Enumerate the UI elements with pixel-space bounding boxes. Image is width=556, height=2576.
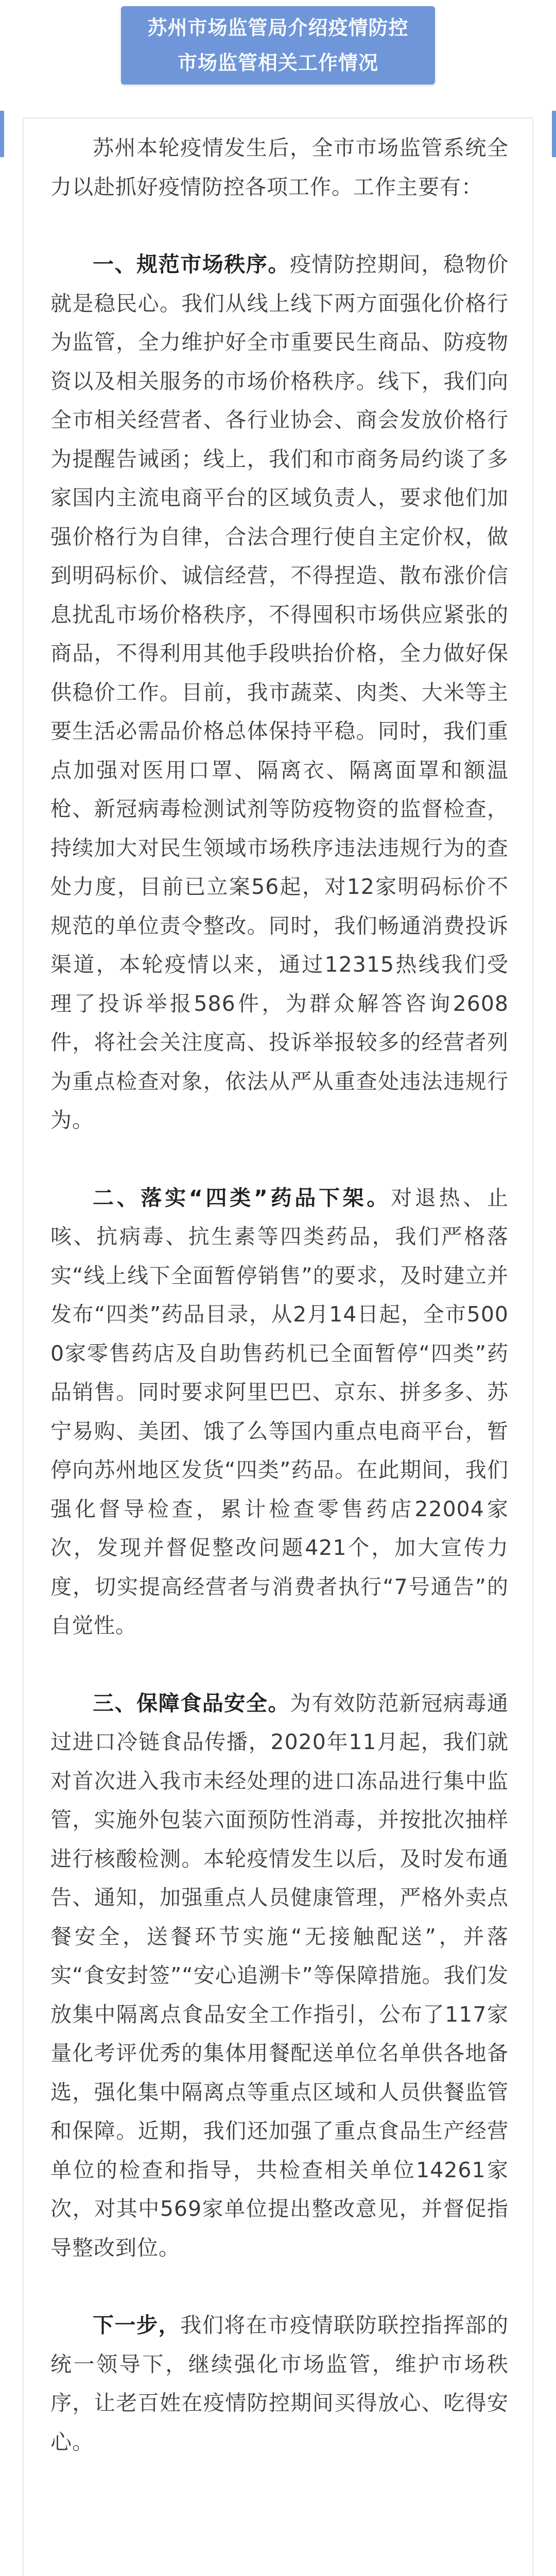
section-market-order-heading: 一、规范市场秩序。	[93, 252, 290, 277]
title-line-2: 市场监管相关工作情况	[177, 52, 378, 74]
closing-text: 我们将在市疫情联防联控指挥部的统一领导下，继续强化市场监管，维护市场秩序，让老百姓在疫情防控期间买得放心、吃得安心。	[50, 2313, 509, 2454]
section-market-order-text: 疫情防控期间，稳物价就是稳民心。我们从线上线下两方面强化价格行为监管，全力维护好全市重要民生商品、防疫物资以及相关服务的市场价格秩序。线下，我们向全市相关经营者、各行业协会、商会发放价格行为提醒告诫函；线上，我们和市商务局约谈了多家国内主流电商平台的区域负责人，要求他们加强价格行为自律，合法合理行使自主定价权，做到明码标价、诚信经营，不得捏造、散布涨价信息扰乱市场价格秩序，不得囤积市场供应紧张的商品，不得利用其他手段哄抬价格，全力做好保供稳价工作。目前，我市蔬菜、肉类、大米等主要生活必需品价格总体保持平稳。同时，我们重点加强对医用口罩、隔离衣、隔离面罩和额温枪、新冠病毒检测试剂等防疫物资的监督检查，持续加大对民生领域市场秩序违法违规行为的查处力度，目前已立案56起，对12家明码标价不规范的单位责令整改。同时，我们畅通消费投诉渠道，本轮疫情以来，通过12315热线我们受理了投诉举报586件，为群众解答咨询2608件，将社会关注度高、投诉举报较多的经营者列为重点检查对象，依法从严从重查处违法违规行为。	[50, 252, 509, 1132]
frame-corner-top-left	[0, 111, 4, 157]
title-line-1: 苏州市场监管局介绍疫情防控	[147, 16, 409, 39]
section-food-safety-text: 为有效防范新冠病毒通过进口冷链食品传播，2020年11月起，我们就对首次进入我市未经处理的进口冻品进行集中监管，实施外包装六面预防性消毒，并按批次抽样进行核酸检测。本轮疫情发生以后，及时发布通告、通知，加强重点人员健康管理，严格外卖点餐安全，送餐环节实施“无接触配送”，并落实“食安封签”“安心追溯卡”等保障措施。我们发放集中隔离点食品安全工作指引，公布了117家量化考评优秀的集体用餐配送单位名单供各地备选，强化集中隔离点等重点区域和人员供餐监管和保障。近期，我们还加强了重点食品生产经营单位的检查和指导，共检查相关单位14261家次，对其中569家单位提出整改意见，并督促指导整改到位。	[50, 1690, 509, 2260]
closing-heading: 下一步，	[93, 2313, 181, 2337]
section-drug-removal-text: 对退热、止咳、抗病毒、抗生素等四类药品，我们严格落实“线上线下全面暂停销售”的要求，及时建立并发布“四类”药品目录，从2月14日起，全市5000家零售药店及自助售药机已全面暂停“四类”药品销售。同时要求阿里巴巴、京东、拼多多、苏宁易购、美团、饿了么等国内重点电商平台，暂停向苏州地区发货“四类”药品。在此期间，我们强化督导检查，累计检查零售药店22004家次，发现并督促整改问题421个，加大宣传力度，切实提高经营者与消费者执行“7号通告”的自觉性。	[50, 1185, 509, 1638]
title-banner	[121, 6, 435, 84]
section-drug-removal	[50, 1179, 509, 1646]
section-market-order	[50, 245, 509, 1140]
article-body	[50, 129, 509, 2462]
intro-text: 苏州本轮疫情发生后，全市市场监管系统全力以赴抓好疫情防控各项工作。工作主要有：	[50, 135, 509, 199]
frame-corner-top-right	[552, 111, 556, 157]
section-food-safety-heading: 三、保障食品安全。	[93, 1690, 290, 1716]
section-food-safety	[50, 1684, 509, 2268]
section-drug-removal-heading: 二、落实“四类”药品下架。	[93, 1185, 391, 1210]
intro-paragraph	[50, 129, 509, 207]
closing-paragraph	[50, 2306, 509, 2462]
